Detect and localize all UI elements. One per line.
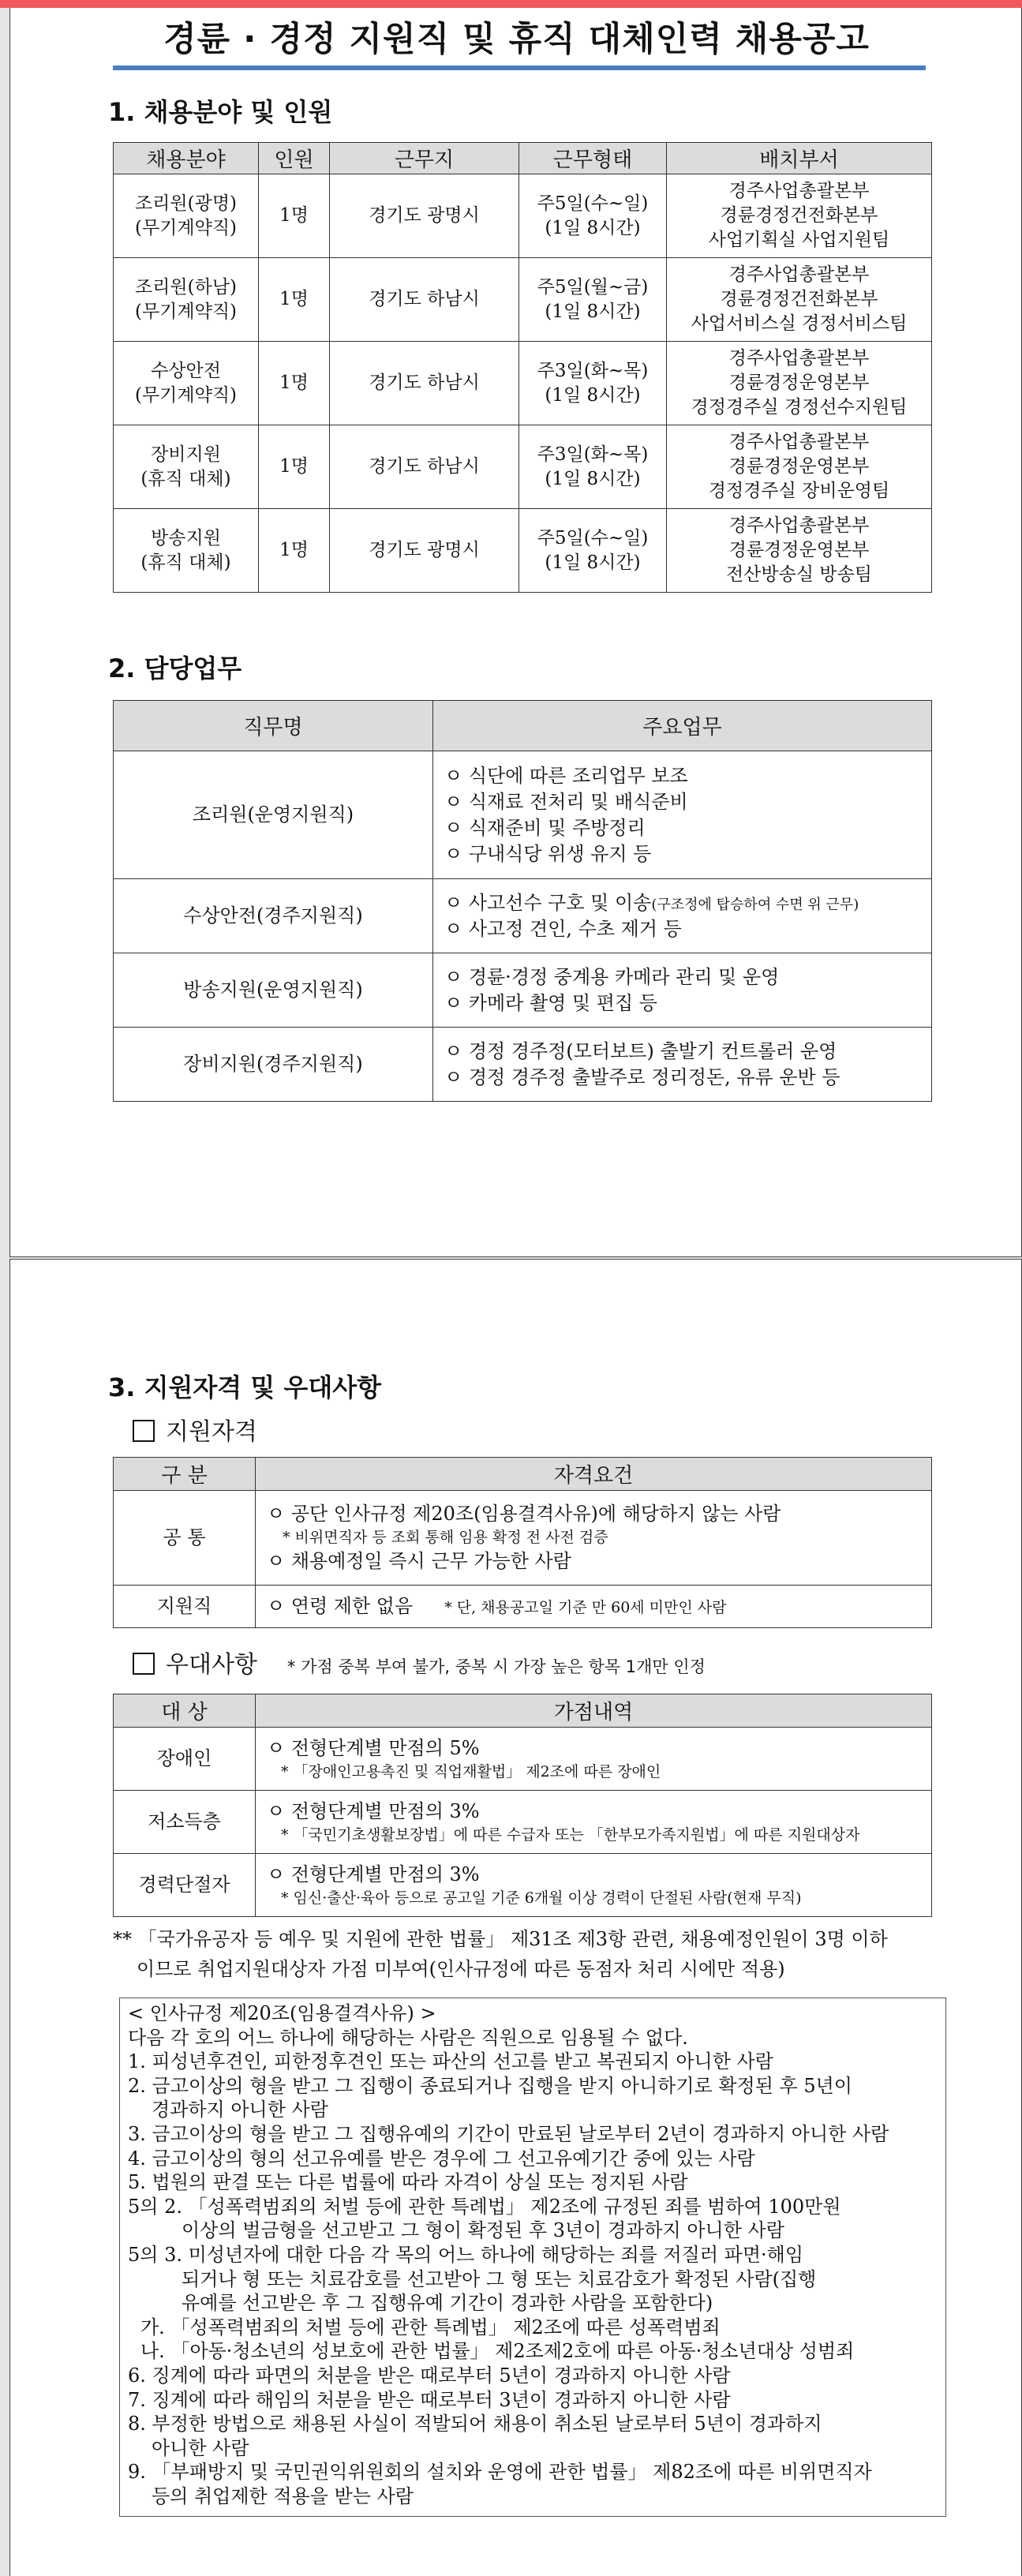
table-row	[114, 751, 932, 879]
section-heading-qualifications: 3. 지원자격 및 우대사항	[108, 1372, 382, 1402]
schedule-cell: 주3일(화~목) (1일 8시간)	[519, 425, 667, 509]
field-cell: 조리원(광명) (무기계약직)	[114, 174, 259, 258]
rules-line: 8. 부정한 방법으로 채용된 사실이 적발되어 채용이 취소된 날로부터 5년이 경과하지	[128, 2413, 822, 2436]
subheading-preferences: 우대사항 * 가점 중복 부여 불가, 중복 시 가장 높은 항목 1개만 인정	[133, 1645, 706, 1679]
location-cell: 경기도 하남시	[330, 425, 519, 509]
subheading-qualifications: 지원자격	[133, 1412, 257, 1447]
schedule-cell: 주5일(수~일) (1일 8시간)	[519, 174, 667, 258]
job-requirements: ㅇ 연령 제한 없음 * 단, 채용공고일 기준 만 60세 미만인 사람	[256, 1586, 932, 1628]
rules-line: 1. 피성년후견인, 피한정후견인 또는 파산의 선고를 받고 복권되지 아니한 사람	[128, 2050, 773, 2073]
department-cell: 경주사업총괄본부 경륜경정운영본부 전산방송실 방송팀	[667, 509, 932, 593]
rules-line: 유예를 선고받은 후 그 집행유예 기간이 경과한 사람을 포함한다)	[182, 2292, 713, 2315]
header-points: 가점내역	[256, 1694, 932, 1728]
rules-line: 5의 2. 「성폭력범죄의 처벌 등에 관한 특례법」 제2조에 규정된 죄를 범하여 100만원	[128, 2195, 841, 2218]
table-row	[114, 1028, 932, 1102]
tasks-cell: ㅇ 경륜·경정 중계용 카메라 관리 및 운영 ㅇ 카메라 촬영 및 편집 등	[433, 953, 932, 1028]
job-cell: 조리원(운영지원직)	[114, 751, 433, 879]
header-target: 대 상	[114, 1694, 256, 1728]
rules-line: 9. 「부패방지 및 국민권익위원회의 설치와 운영에 관한 법률」 제82조에 따른 비위면직자	[128, 2461, 872, 2484]
pref-label: 장애인	[114, 1728, 256, 1791]
table-row	[114, 1491, 932, 1586]
header-category: 구 분	[114, 1458, 256, 1491]
section-heading-recruitment: 1. 채용분야 및 인원	[108, 97, 333, 127]
job-label: 지원직	[114, 1586, 256, 1628]
schedule-cell: 주3일(화~목) (1일 8시간)	[519, 342, 667, 425]
job-cell: 방송지원(운영지원직)	[114, 953, 433, 1028]
pref-details: ㅇ 전형단계별 만점의 3% * 임신·출산·육아 등으로 공고일 기준 6개월 이상 경력이 단절된 사람(현재 무직)	[256, 1854, 932, 1917]
table-row	[114, 425, 932, 509]
location-cell: 경기도 광명시	[330, 509, 519, 593]
location-cell: 경기도 광명시	[330, 174, 519, 258]
table-row	[114, 1791, 932, 1854]
page-title: 경륜 · 경정 지원직 및 휴직 대체인력 채용공고	[163, 20, 870, 59]
job-cell: 수상안전(경주지원직)	[114, 879, 433, 953]
common-requirements: ㅇ 공단 인사규정 제20조(임용결격사유)에 해당하지 않는 사람 * 비위면직자 등 조회 통해 임용 확정 전 사전 검증 ㅇ 채용예정일 즉시 근무 가능한 사람	[256, 1491, 932, 1586]
header-schedule: 근무형태	[519, 143, 667, 174]
document-page-1	[9, 8, 1022, 1257]
rules-line: 경과하지 아니한 사람	[152, 2099, 328, 2121]
table-row	[114, 342, 932, 425]
preferences-table	[113, 1694, 932, 1917]
header-job: 직무명	[114, 701, 433, 751]
checkbox-square-icon	[133, 1420, 155, 1442]
table-row	[114, 879, 932, 953]
rules-line: 나. 「아동·청소년의 성보호에 관한 법률」 제2조제2호에 따른 아동·청소년대상 성범죄	[140, 2340, 855, 2363]
recruitment-table	[113, 142, 932, 593]
rules-line: 5의 3. 미성년자에 대한 다음 각 목의 어느 하나에 해당하는 죄를 저질러 파면·해임	[128, 2243, 804, 2266]
rules-line: 5. 법원의 판결 또는 다른 법률에 따라 자격이 상실 또는 정지된 사람	[128, 2171, 688, 2194]
rules-line: 다음 각 호의 어느 하나에 해당하는 사람은 직원으로 임용될 수 없다.	[128, 2026, 688, 2049]
pref-label: 저소득층	[114, 1791, 256, 1854]
header-field: 채용분야	[114, 143, 259, 174]
table-row	[114, 1586, 932, 1628]
table-row	[114, 509, 932, 593]
table-row	[114, 1728, 932, 1791]
title-underline	[113, 66, 926, 70]
field-cell: 방송지원 (휴직 대체)	[114, 509, 259, 593]
count-cell: 1명	[259, 174, 330, 258]
checkbox-square-icon	[133, 1653, 155, 1675]
rules-line: < 인사규정 제20조(임용결격사유) >	[128, 2002, 436, 2024]
location-cell: 경기도 하남시	[330, 342, 519, 425]
rules-line: 이상의 벌금형을 선고받고 그 형이 확정된 후 3년이 경과하지 아니한 사람	[182, 2219, 784, 2242]
header-requirements: 자격요건	[256, 1458, 932, 1491]
rules-line: 되거나 형 또는 치료감호를 선고받아 그 형 또는 치료감호가 확정된 사람(집행	[182, 2267, 817, 2290]
qualifications-table	[113, 1457, 932, 1628]
department-cell: 경주사업총괄본부 경륜경정건전화본부 사업기획실 사업지원팀	[667, 174, 932, 258]
pref-label: 경력단절자	[114, 1854, 256, 1917]
header-count: 인원	[259, 143, 330, 174]
schedule-cell: 주5일(수~일) (1일 8시간)	[519, 509, 667, 593]
common-label: 공 통	[114, 1491, 256, 1586]
pref-details: ㅇ 전형단계별 만점의 5% * 「장애인고용촉진 및 직업재활법」 제2조에 따른 장애인	[256, 1728, 932, 1791]
count-cell: 1명	[259, 342, 330, 425]
rules-line: 아니한 사람	[152, 2436, 249, 2459]
disqualification-rules-box	[119, 1998, 946, 2517]
rules-line: 가. 「성폭력범죄의 처벌 등에 관한 특례법」 제2조에 따른 성폭력범죄	[140, 2316, 721, 2338]
section-heading-duties: 2. 담당업무	[108, 653, 242, 683]
document-page-2	[9, 1259, 1022, 2576]
count-cell: 1명	[259, 258, 330, 342]
field-cell: 장비지원 (휴직 대체)	[114, 425, 259, 509]
duties-table	[113, 700, 932, 1102]
header-location: 근무지	[330, 143, 519, 174]
veteran-note: ** 「국가유공자 등 예우 및 지원에 관한 법률」 제31조 제3항 관련, 채용예정인원이 3명 이하 이므로 취업지원대상자 가점 미부여(인사규정에 따른 동점자 처리 시에만 적용)	[113, 1928, 888, 1980]
rules-line: 4. 금고이상의 형의 선고유예를 받은 경우에 그 선고유예기간 중에 있는 사람	[128, 2147, 755, 2170]
table-row	[114, 1854, 932, 1917]
table-row	[114, 258, 932, 342]
field-cell: 조리원(하남) (무기계약직)	[114, 258, 259, 342]
pref-details: ㅇ 전형단계별 만점의 3% * 「국민기초생활보장법」에 따른 수급자 또는 「한부모가족지원법」에 따른 지원대상자	[256, 1791, 932, 1854]
table-row	[114, 953, 932, 1028]
rules-line: 3. 금고이상의 형을 받고 그 집행유예의 기간이 만료된 날로부터 2년이 경과하지 아니한 사람	[128, 2122, 889, 2145]
field-cell: 수상안전 (무기계약직)	[114, 342, 259, 425]
job-cell: 장비지원(경주지원직)	[114, 1028, 433, 1102]
tasks-cell: ㅇ 사고선수 구호 및 이송(구조정에 탑승하여 수면 위 근무) ㅇ 사고정 견인, 수초 제거 등	[433, 879, 932, 953]
schedule-cell: 주5일(월~금) (1일 8시간)	[519, 258, 667, 342]
department-cell: 경주사업총괄본부 경륜경정건전화본부 사업서비스실 경정서비스팀	[667, 258, 932, 342]
top-accent-bar	[0, 0, 1022, 8]
department-cell: 경주사업총괄본부 경륜경정운영본부 경정경주실 경정선수지원팀	[667, 342, 932, 425]
count-cell: 1명	[259, 509, 330, 593]
count-cell: 1명	[259, 425, 330, 509]
rules-line: 등의 취업제한 적용을 받는 사람	[152, 2484, 414, 2507]
rules-line: 7. 징계에 따라 해임의 처분을 받은 때로부터 3년이 경과하지 아니한 사람	[128, 2388, 731, 2411]
rules-line: 2. 금고이상의 형을 받고 그 집행이 종료되거나 집행을 받지 아니하기로 확정된 후 5년이	[128, 2074, 852, 2097]
header-tasks: 주요업무	[433, 701, 932, 751]
tasks-cell: ㅇ 식단에 따른 조리업무 보조 ㅇ 식재료 전처리 및 배식준비 ㅇ 식재준비 및 주방정리 ㅇ 구내식당 위생 유지 등	[433, 751, 932, 879]
rules-line: 6. 징계에 따라 파면의 처분을 받은 때로부터 5년이 경과하지 아니한 사람	[128, 2364, 731, 2387]
header-department: 배치부서	[667, 143, 932, 174]
department-cell: 경주사업총괄본부 경륜경정운영본부 경정경주실 장비운영팀	[667, 425, 932, 509]
location-cell: 경기도 하남시	[330, 258, 519, 342]
table-row	[114, 174, 932, 258]
tasks-cell: ㅇ 경정 경주정(모터보트) 출발기 컨트롤러 운영 ㅇ 경정 경주정 출발주로 정리정돈, 유류 운반 등	[433, 1028, 932, 1102]
